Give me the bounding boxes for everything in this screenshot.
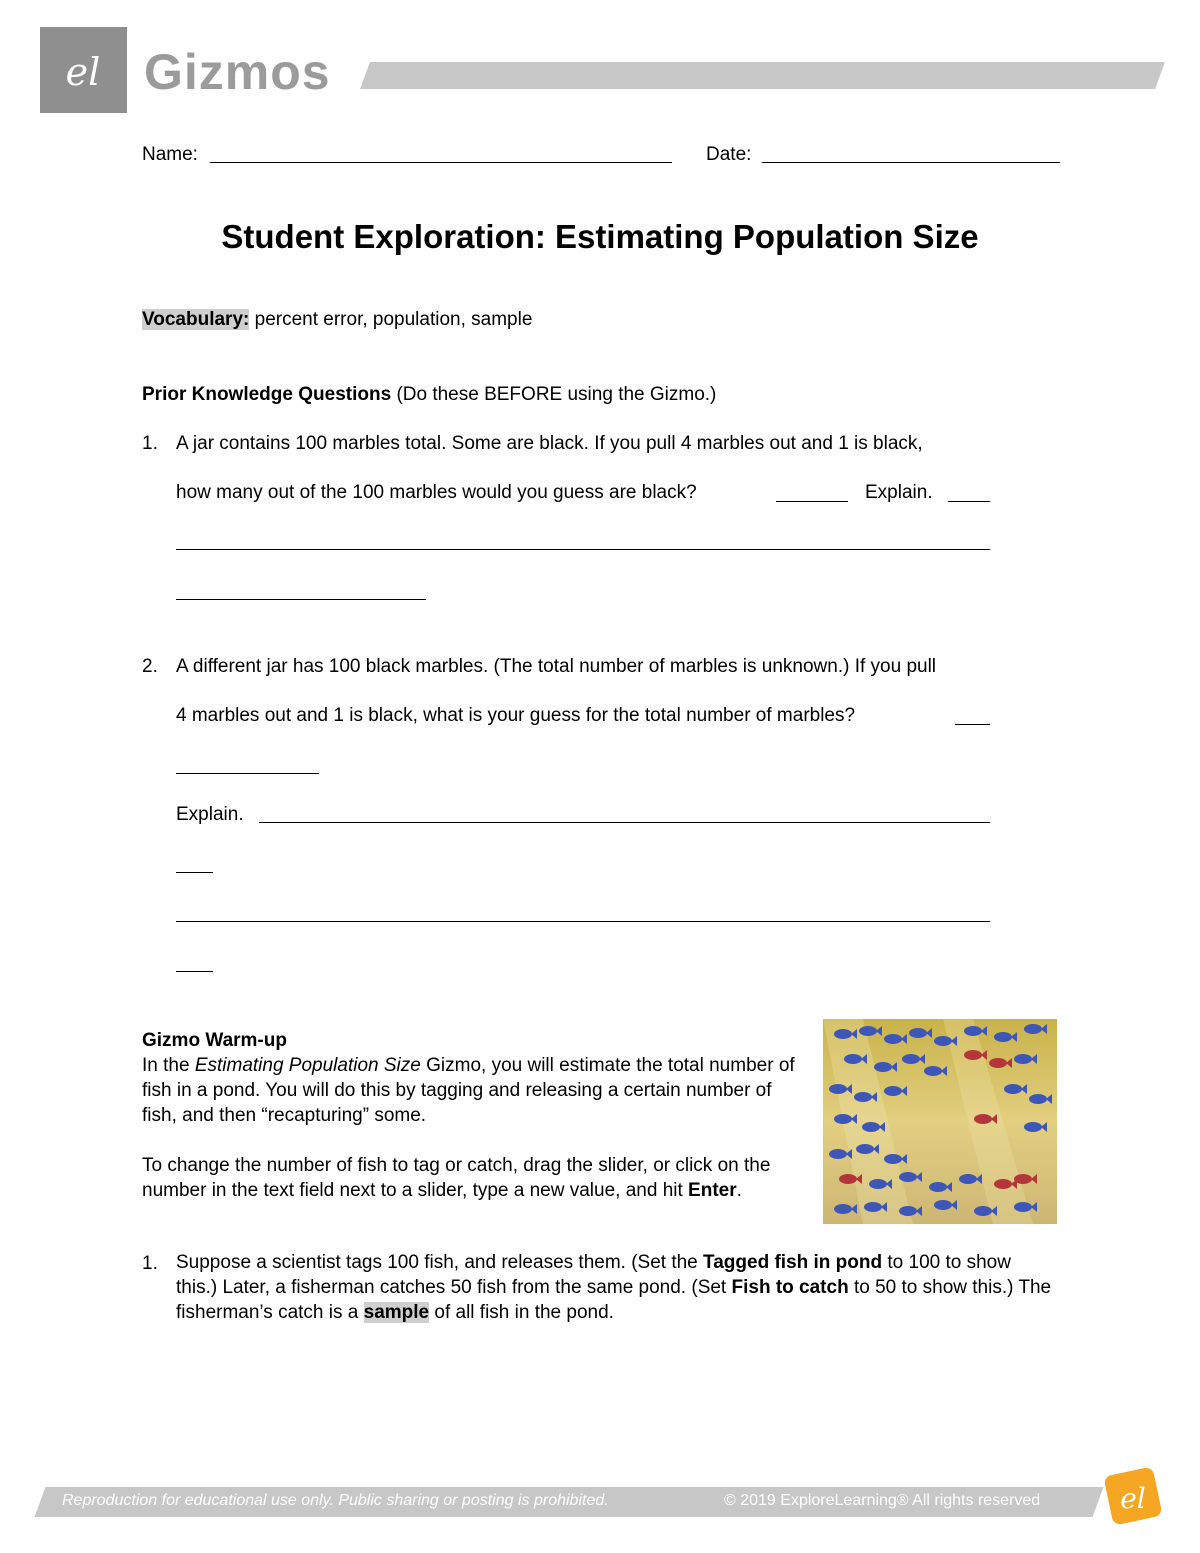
- footer-copyright: © 2019 ExploreLearning® All rights reserved: [724, 1492, 1041, 1509]
- svg-text:el: el: [65, 50, 101, 94]
- fish-pond-image: [823, 1019, 1057, 1224]
- question-1-answer-blank[interactable]: [776, 501, 848, 502]
- footer-disclaimer: Reproduction for educational use only. Public sharing or posting is prohibited.: [62, 1492, 609, 1509]
- warmup-question-1-number: 1.: [142, 1253, 158, 1274]
- vocabulary-label: Vocabulary:: [142, 309, 250, 330]
- question-2-explain-line-1[interactable]: [259, 822, 990, 823]
- question-1-explain-blank[interactable]: [948, 501, 990, 502]
- date-label: Date:: [706, 144, 752, 165]
- prior-knowledge-note: (Do these BEFORE using the Gizmo.): [396, 384, 717, 405]
- question-1-line-2: how many out of the 100 marbles would you guess are black?: [176, 482, 697, 503]
- warmup-question-1-text: Suppose a scientist tags 100 fish, and releases them. (Set the Tagged fish in pond to 100 to show this.) Later, a fisherman catches 50 fish from the same pond. (Set Fish to catch to 50 to show this.) The fisherman’s catch is a sample of all fish in the pond.: [176, 1252, 1052, 1323]
- prior-knowledge-heading: Prior Knowledge Questions: [142, 384, 392, 405]
- brand-name: Gizmos: [144, 44, 331, 100]
- warmup-paragraph-2: To change the number of fish to tag or catch, drag the slider, or click on the number in the text field next to a slider, type a new value, and hit Enter.: [142, 1155, 771, 1201]
- question-1-explain-line-1[interactable]: [176, 549, 990, 550]
- date-field[interactable]: [762, 162, 1060, 163]
- name-label: Name:: [142, 144, 198, 165]
- question-2-explain-line-4[interactable]: [176, 971, 213, 972]
- warmup-section: [142, 1028, 802, 1203]
- question-1-explain-line-2[interactable]: [176, 599, 426, 600]
- question-2-answer-line[interactable]: [176, 773, 319, 774]
- sample-term: sample: [363, 1302, 430, 1323]
- question-2-explain-line-3[interactable]: [176, 921, 990, 922]
- footer-logo: [1100, 1463, 1166, 1529]
- svg-text:el: el: [1120, 1482, 1146, 1515]
- question-1-number: 1.: [142, 433, 158, 454]
- prior-knowledge-heading-line: [142, 384, 716, 406]
- question-1-line-1: A jar contains 100 marbles total. Some are black. If you pull 4 marbles out and 1 is black,: [176, 433, 923, 454]
- question-2-number: 2.: [142, 656, 158, 677]
- vocabulary-terms: percent error, population, sample: [254, 309, 533, 330]
- question-2-explain-label: Explain.: [176, 804, 244, 825]
- header-bar: [360, 62, 1165, 89]
- explorelearning-logo: [40, 27, 127, 113]
- warmup-paragraph-1: In the Estimating Population Size Gizmo, you will estimate the total number of fish in a pond. You will do this by tagging and releasing a certain number of fish, and then “recapturing” some.: [142, 1055, 795, 1126]
- question-2-answer-blank[interactable]: [955, 724, 990, 725]
- question-2-line-2: 4 marbles out and 1 is black, what is your guess for the total number of marbles?: [176, 705, 856, 726]
- question-2-line-1: A different jar has 100 black marbles. (The total number of marbles is unknown.) If you pull: [176, 656, 937, 677]
- question-2-explain-line-2[interactable]: [176, 872, 213, 873]
- warmup-heading: Gizmo Warm-up: [142, 1030, 287, 1051]
- question-1-explain-label: Explain.: [865, 482, 933, 503]
- name-field[interactable]: [210, 162, 672, 163]
- page-title: Student Exploration: Estimating Population Size: [221, 218, 979, 255]
- vocabulary-line: [142, 309, 532, 331]
